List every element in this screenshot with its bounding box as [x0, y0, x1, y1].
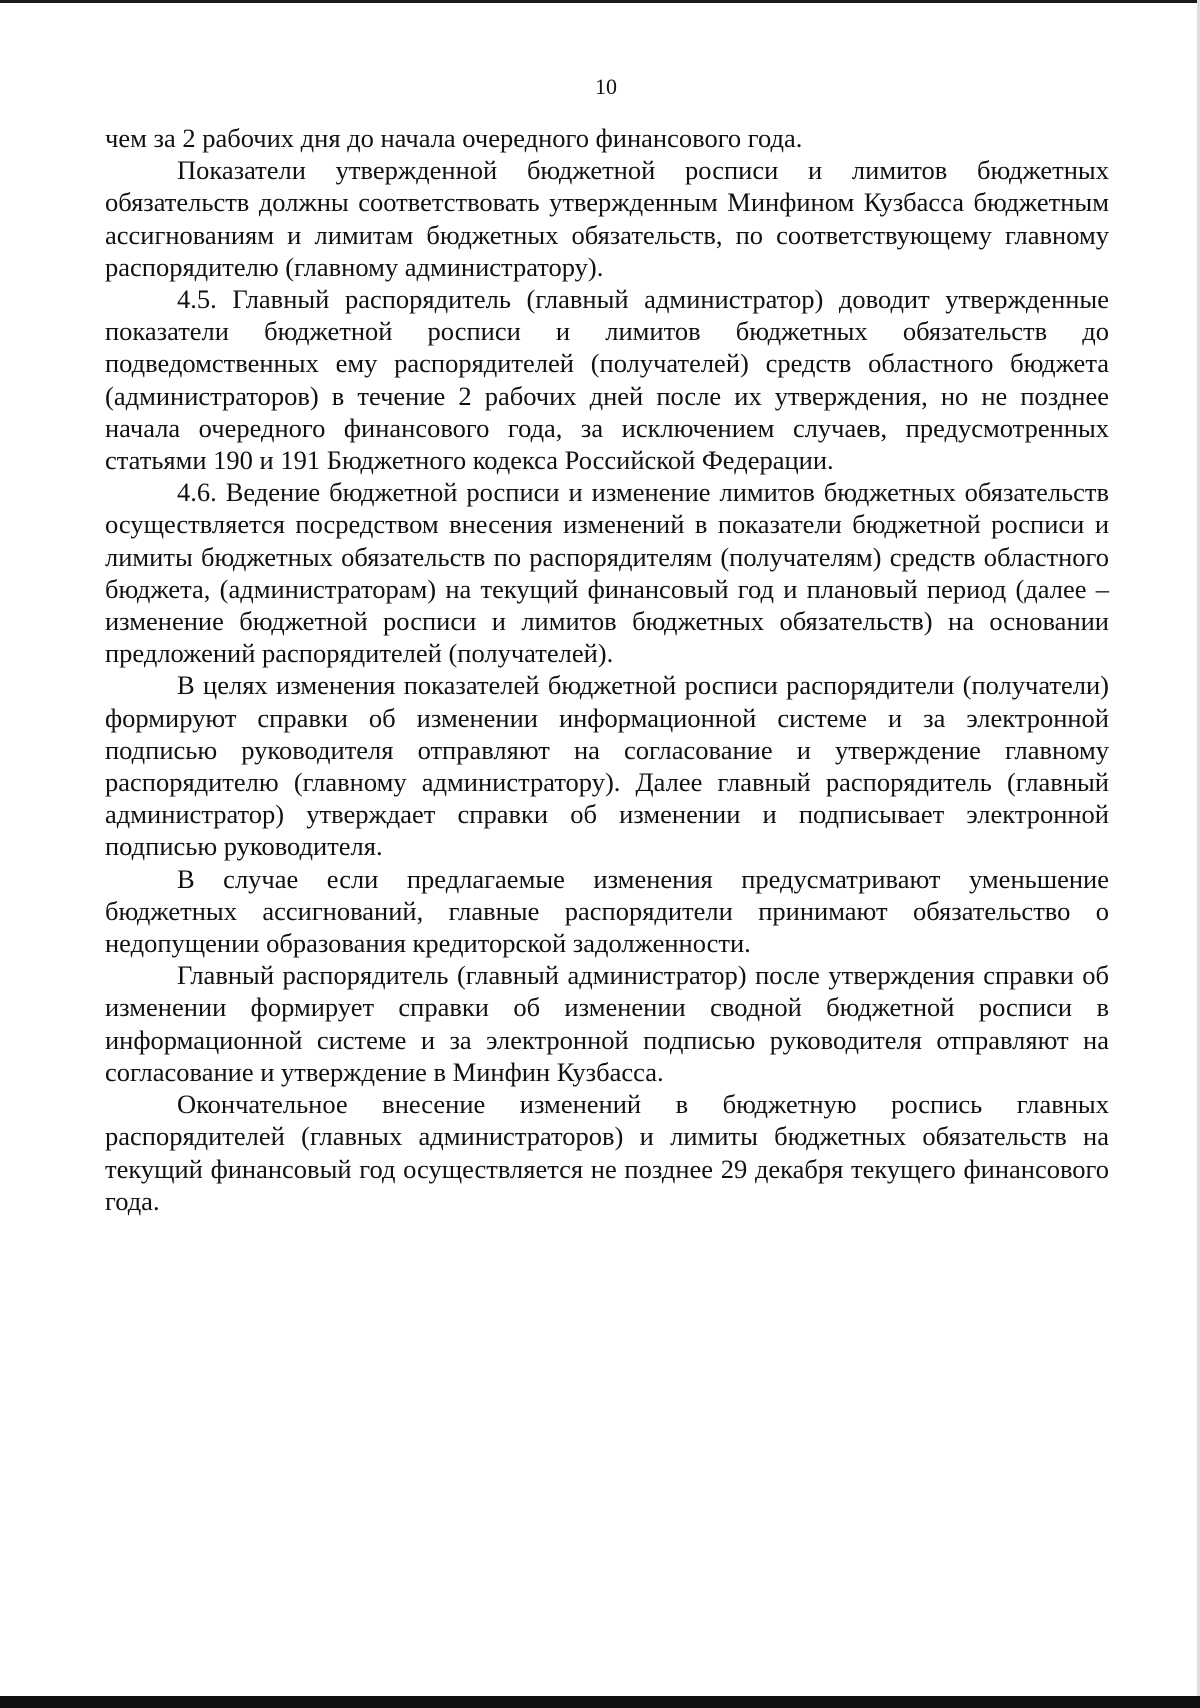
paragraph-indicators: Показатели утвержденной бюджетной росписи и лимитов бюджетных обязательств должны соответствовать утвержденным Минфином Кузбасса бюджетным ассигнованиям и лимитам бюджетных обязательств, по соответствующему главному распорядителю (главному администратору).	[105, 155, 1109, 282]
paragraph-continuation: чем за 2 рабочих дня до начала очередного финансового года.	[105, 123, 803, 153]
scan-edge-bottom	[0, 1696, 1200, 1708]
paragraph-4-6: 4.6. Ведение бюджетной росписи и изменение лимитов бюджетных обязательств осуществляется посредством внесения изменений в показатели бюджетной росписи и лимиты бюджетных обязательств по распорядителям (получателям) средств областного бюджета, (администраторам) на текущий финансовый год и плановый период (далее – изменение бюджетной росписи и лимитов бюджетных обязательств) на основании предложений распорядителей (получателей).	[105, 477, 1109, 669]
paragraph-main-manager: Главный распорядитель (главный администратор) после утверждения справки об изменении формирует справки об изменении сводной бюджетной росписи в информационной системе и за электронной подписью руководителя отправляют на согласование и утверждение в Минфин Кузбасса.	[105, 960, 1109, 1087]
paragraph-4-5: 4.5. Главный распорядитель (главный администратор) доводит утвержденные показатели бюджетной росписи и лимитов бюджетных обязательств до подведомственных ему распорядителей (получателей) средств областного бюджета (администраторов) в течение 2 рабочих дней после их утверждения, но не позднее начала очередного финансового года, за исключением случаев, предусмотренных статьями 190 и 191 Бюджетного кодекса Российской Федерации.	[105, 284, 1109, 476]
scan-edge-top	[0, 0, 1200, 3]
paragraph-final-changes: Окончательное внесение изменений в бюджетную роспись главных распорядителей (главных администраторов) и лимиты бюджетных обязательств на текущий финансовый год осуществляется не позднее 29 декабря текущего финансового года.	[105, 1089, 1109, 1216]
paragraph-reduction-case: В случае если предлагаемые изменения предусматривают уменьшение бюджетных ассигнований, главные распорядители принимают обязательство о недопущении образования кредиторской задолженности.	[105, 863, 1109, 959]
document-body	[105, 122, 1109, 1217]
paragraph-changes-purpose: В целях изменения показателей бюджетной росписи распорядители (получатели) формируют справки об изменении информационной системе и за электронной подписью руководителя отправляют на согласование и утверждение главному распорядителю (главному администратору). Далее главный распорядитель (главный администратор) утверждает справки об изменении и подписывает электронной подписью руководителя.	[105, 670, 1109, 862]
page-number: 10	[595, 74, 617, 99]
